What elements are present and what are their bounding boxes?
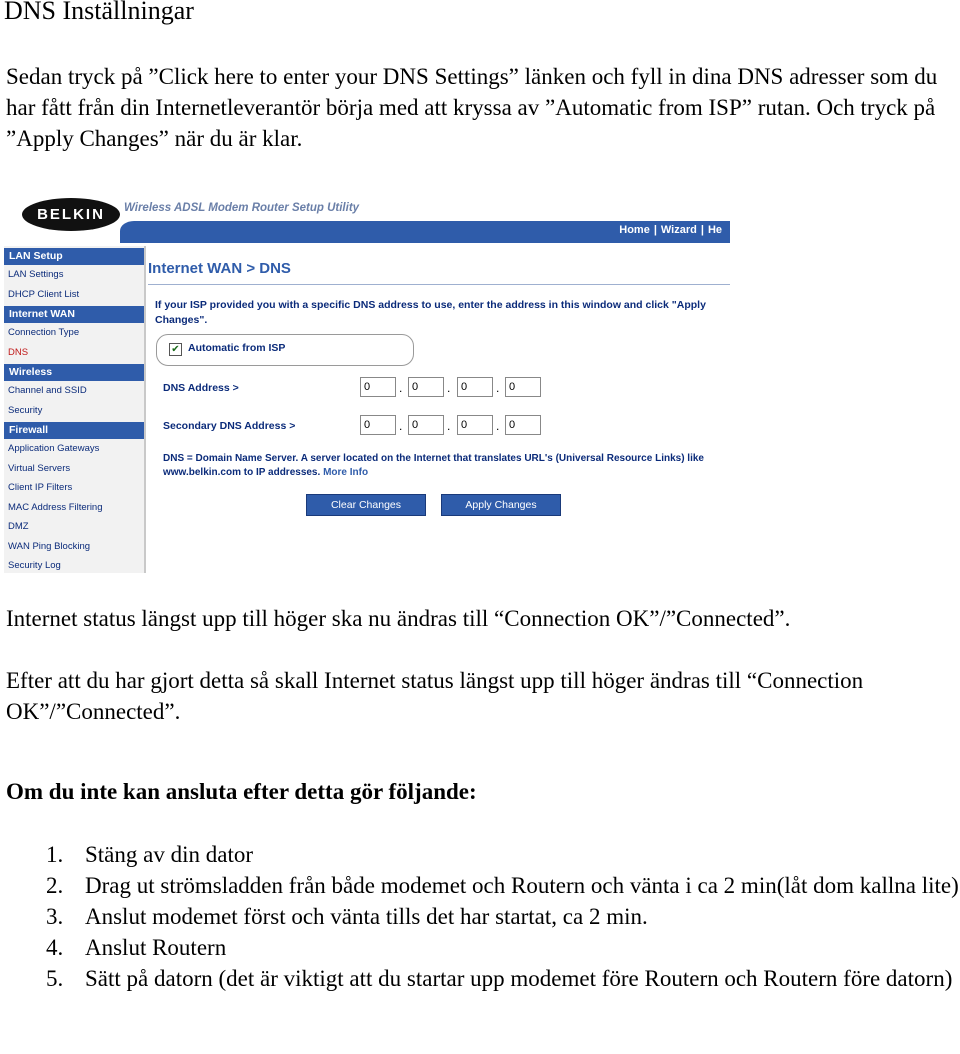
step-text: Drag ut strömsladden från både modemet och Routern och vänta i ca 2 min(låt dom kallna lite) [85, 873, 959, 898]
sidebar-section-firewall[interactable]: Firewall [4, 422, 144, 439]
sidebar-item-mac-address-filtering[interactable]: MAC Address Filtering [8, 501, 103, 513]
step-text: Stäng av din dator [85, 842, 253, 867]
secondary-dns-address-label: Secondary DNS Address > [163, 420, 296, 432]
sidebar-item-connection-type[interactable]: Connection Type [8, 327, 80, 338]
title-divider [148, 284, 730, 285]
sidebar-item-channel-ssid[interactable]: Channel and SSID [8, 385, 87, 396]
step-item [0, 963, 960, 994]
sidebar-item-wan-ping-blocking[interactable]: WAN Ping Blocking [8, 540, 91, 552]
secondary-dns-octet-4[interactable] [505, 415, 541, 435]
dns-intro: If your ISP provided you with a specific DNS address to use, enter the address in this window and click "Apply Changes". [155, 299, 706, 326]
automatic-from-isp-box [156, 334, 414, 366]
sidebar-item-lan-settings[interactable]: LAN Settings [8, 269, 64, 280]
step-item [0, 901, 960, 932]
router-content [148, 246, 730, 573]
step-item [0, 870, 960, 901]
document-title: DNS Inställningar [4, 0, 194, 25]
sidebar-section-internet-wan[interactable]: Internet WAN [4, 306, 144, 323]
top-nav-bar [120, 221, 730, 243]
secondary-dns-octet-3[interactable] [457, 415, 493, 435]
sidebar-section-lan-setup[interactable]: LAN Setup [4, 248, 144, 265]
octet-separator: . [447, 381, 451, 395]
nav-separator: | [653, 224, 657, 236]
troubleshoot-heading: Om du inte kan ansluta efter detta gör följande: [6, 779, 477, 804]
dns-octet-1[interactable] [360, 377, 396, 397]
secondary-dns-octet-2[interactable] [408, 415, 444, 435]
sidebar-section-wireless[interactable]: Wireless [4, 364, 144, 381]
sidebar-item-security[interactable]: Security [8, 404, 43, 416]
secondary-dns-octet-1[interactable] [360, 415, 396, 435]
octet-separator: . [496, 381, 500, 395]
clear-changes-button[interactable]: Clear Changes [306, 494, 426, 516]
sidebar-item-dmz[interactable]: DMZ [8, 521, 29, 532]
step-item [0, 932, 960, 963]
step-text: Anslut modemet först och vänta tills det har startat, ca 2 min. [85, 904, 648, 929]
router-header [0, 188, 730, 243]
dns-definition-text: DNS = Domain Name Server. A server located on the Internet that translates URL's (Universal Resource Links) like www.belkin.com to IP addresses. [163, 453, 704, 478]
home-link[interactable]: Home [619, 224, 650, 236]
step-number: 4. [46, 935, 64, 960]
step-text: Sätt på datorn (det är viktigt att du startar upp modemet före Routern och Routern före datorn) [85, 966, 953, 991]
status-note: Internet status längst upp till höger ska nu ändras till “Connection OK”/”Connected”. [6, 606, 791, 631]
sidebar-item-security-log[interactable]: Security Log [8, 560, 61, 571]
dns-octet-4[interactable] [505, 377, 541, 397]
sidebar-item-dhcp-client-list[interactable]: DHCP Client List [8, 288, 80, 300]
troubleshoot-steps [0, 839, 960, 994]
help-link[interactable]: He [707, 224, 722, 236]
step-number: 5. [46, 966, 64, 991]
octet-separator: . [496, 419, 500, 433]
step-item [0, 839, 960, 870]
belkin-logo: BELKIN [22, 198, 120, 231]
dns-definition-note [163, 452, 713, 480]
sidebar-item-dns[interactable]: DNS [8, 346, 29, 358]
nav-separator: | [700, 224, 704, 236]
page-title: Internet WAN > DNS [148, 260, 291, 277]
sidebar-item-client-ip-filters[interactable]: Client IP Filters [8, 482, 73, 493]
utility-title: Wireless ADSL Modem Router Setup Utility [124, 202, 360, 214]
step-number: 1. [46, 842, 64, 867]
automatic-from-isp-label: Automatic from ISP [188, 342, 286, 354]
step-number: 2. [46, 873, 64, 898]
dns-octet-2[interactable] [408, 377, 444, 397]
router-sidebar [4, 246, 146, 573]
dns-octet-3[interactable] [457, 377, 493, 397]
automatic-from-isp-checkbox[interactable]: ✔ [169, 343, 182, 356]
step-number: 3. [46, 904, 64, 929]
intro-paragraph: Sedan tryck på ”Click here to enter your DNS Settings” länken och fyll in dina DNS adresser som du har fått från din Internetleverantör börja med att kryssa av ”Automatic from ISP” rutan. Och tryck på ”Apply Changes” när du är klar. [6, 64, 938, 151]
top-nav [617, 224, 724, 236]
apply-changes-button[interactable]: Apply Changes [441, 494, 561, 516]
sidebar-item-virtual-servers[interactable]: Virtual Servers [8, 462, 71, 474]
octet-separator: . [447, 419, 451, 433]
after-note: Efter att du har gjort detta så skall Internet status längst upp till höger ändras till “Connection OK”/”Connected”. [6, 668, 864, 724]
router-setup-screenshot [0, 188, 730, 573]
dns-address-label: DNS Address > [163, 382, 239, 394]
more-info-link[interactable]: More Info [323, 467, 369, 478]
octet-separator: . [399, 381, 403, 395]
step-text: Anslut Routern [85, 935, 227, 960]
octet-separator: . [399, 419, 403, 433]
sidebar-item-application-gateways[interactable]: Application Gateways [8, 443, 100, 454]
wizard-link[interactable]: Wizard [660, 224, 697, 236]
